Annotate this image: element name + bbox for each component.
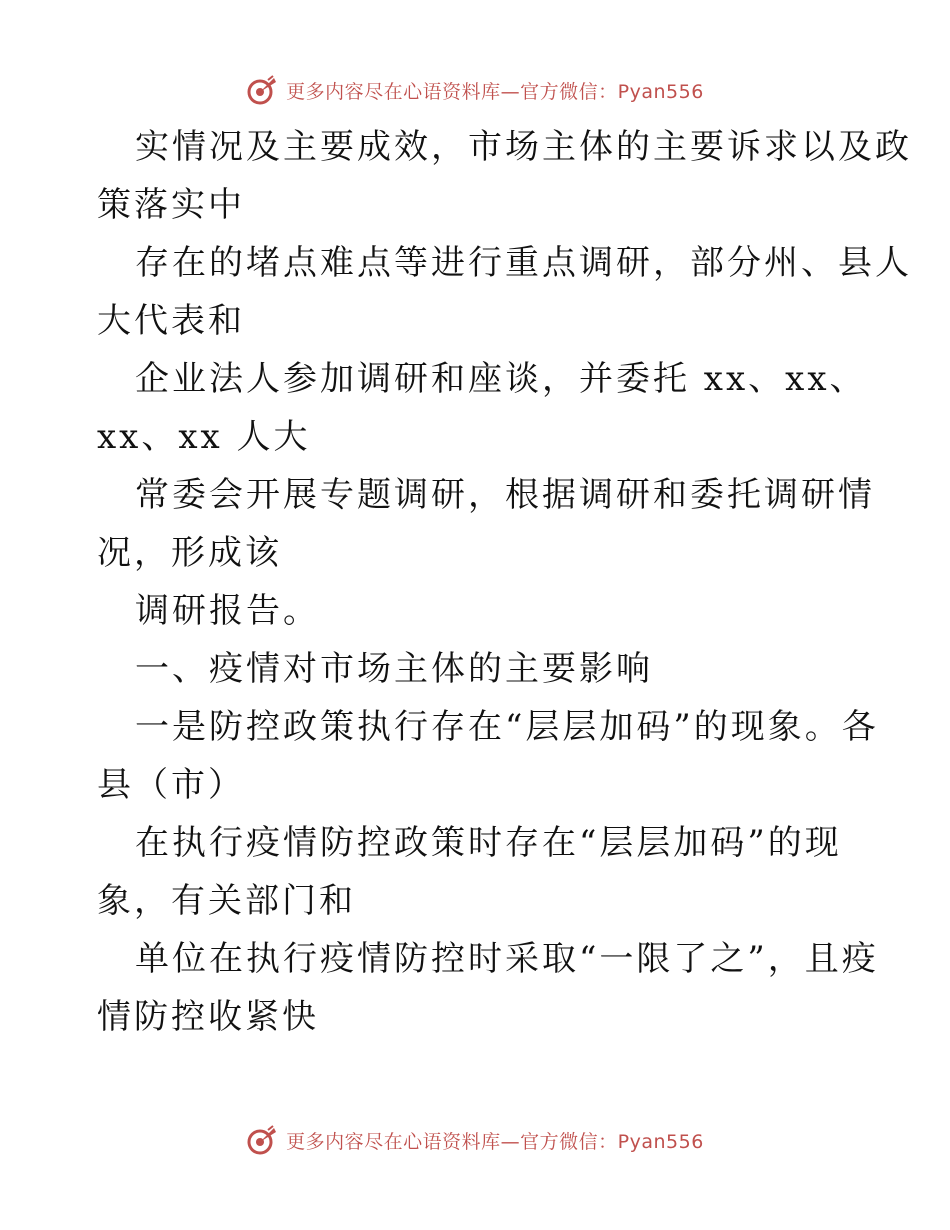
text-line: 策落实中 <box>97 185 245 225</box>
pen-nib-logo-icon <box>246 74 278 106</box>
footer-watermark-text: 更多内容尽在心语资料库—官方微信：Pyan556 <box>286 1130 704 1153</box>
text-line: 企业法人参加调研和座谈，并委托 xx、xx、 <box>135 359 867 399</box>
header-watermark-text: 更多内容尽在心语资料库—官方微信：Pyan556 <box>286 80 704 103</box>
header-watermark <box>0 70 950 110</box>
text-line: 大代表和 <box>97 301 245 341</box>
text-line: 单位在执行疫情防控时采取“一限了之”，且疫 <box>135 939 879 979</box>
text-line: 情防控收紧快 <box>97 997 319 1037</box>
text-line: 常委会开展专题调研，根据调研和委托调研情 <box>135 475 875 515</box>
pen-nib-logo-icon <box>246 1124 278 1156</box>
text-line: 存在的堵点难点等进行重点调研，部分州、县人 <box>135 243 912 283</box>
text-line: 县（市） <box>97 765 245 805</box>
text-line: xx、xx 人大 <box>97 417 311 457</box>
footer-watermark <box>0 1120 950 1160</box>
text-line: 象，有关部门和 <box>97 881 356 921</box>
text-line: 一、疫情对市场主体的主要影响 <box>135 649 653 689</box>
text-line: 一是防控政策执行存在“层层加码”的现象。各 <box>135 707 879 747</box>
text-line: 在执行疫情防控政策时存在“层层加码”的现 <box>135 823 842 863</box>
text-line: 况，形成该 <box>97 533 282 573</box>
text-line: 实情况及主要成效，市场主体的主要诉求以及政 <box>135 127 912 167</box>
document-body <box>97 118 912 1046</box>
text-line: 调研报告。 <box>135 591 320 631</box>
